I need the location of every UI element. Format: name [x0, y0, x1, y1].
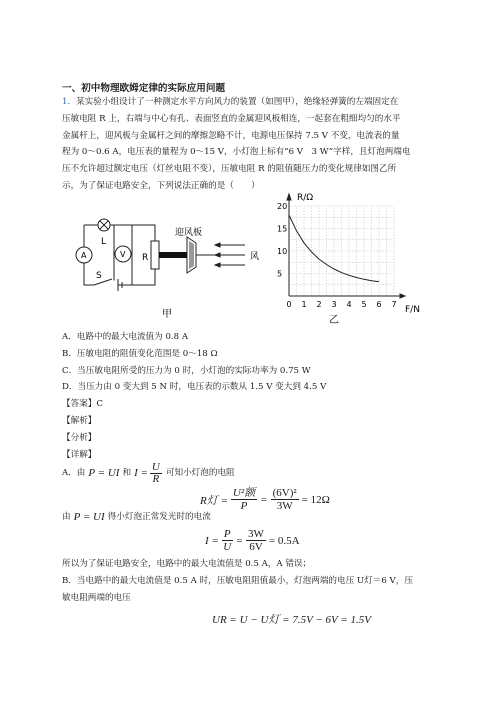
problem-statement: [62, 94, 410, 195]
wind-arrows: [215, 243, 245, 267]
resistor-label: R: [142, 253, 149, 263]
fenxi-label: 【分析】: [62, 432, 97, 443]
y-axis-label: R/Ω: [297, 193, 314, 203]
option-c: C．当压敏电阻所受的压力为 0 时，小灯泡的实际功率为 0.75 W: [62, 365, 311, 376]
board-label: 迎风板: [175, 228, 203, 238]
chart-axes: [287, 194, 405, 298]
options-list: [62, 329, 326, 463]
formula-i-eq: I =: [134, 467, 148, 480]
resistor-symbol: [151, 241, 159, 269]
sol-a-conclusion: 所以为了保证电路安全，电路中的最大电流值是 0.5 A，A 错误；: [62, 559, 312, 569]
problem-line-1: 某实验小组设计了一种测定水平方向风力的装置（如图甲），绝缘轻弹簧的左端固定在: [76, 97, 399, 107]
sol-a-intro-line: [62, 462, 235, 485]
x-tick-label: 7: [391, 300, 397, 309]
sol-a-cur-intro: 由: [62, 512, 71, 522]
sol-a-current-line: [62, 509, 211, 526]
lamp-label: L: [101, 237, 107, 247]
problem-number: 1．: [62, 97, 77, 107]
solution-conclusion: [62, 556, 413, 606]
formula-p-ui: P = UI: [88, 467, 120, 480]
figure-yi-caption: 乙: [329, 315, 339, 326]
option-d: D．当压力由 0 变大到 5 N 时，电压表的示数从 1.5 V 变大到 4.5 V: [62, 382, 327, 393]
ammeter-label: A: [81, 251, 87, 260]
problem-line-3: 金属杆上，迎风板与金属杆之间的摩擦忽略不计，电源电压保持 7.5 V 不变，电流表的量: [62, 130, 400, 141]
formula-p-ui-2: P = UI: [73, 511, 105, 523]
resistance-force-chart: [275, 192, 425, 330]
problem-line-5: 压不允许超过额定电压（灯丝电阻不变），压敏电阻 R 的阻值随压力的变化规律如图乙所: [62, 164, 397, 175]
y-tick-label: 10: [277, 247, 288, 256]
sol-b-line-1: B．当电路中的最大电流值是 0.5 A 时，压敏电阻阻值最小，灯泡两端的电压 U灯＝6 V，压: [62, 575, 413, 586]
chart-grid: [289, 206, 394, 296]
figure-jia-caption: 甲: [162, 309, 172, 320]
switch-label: S: [96, 271, 102, 281]
problem-line-4: 程为 0～0.6 A，电压表的量程为 0～15 V，小灯泡上标有“6 V 3 W”字样，且灯泡两端电: [62, 147, 411, 158]
x-axis-label: F/N: [405, 305, 420, 315]
sol-a-tail: 可知小灯泡的电阻: [165, 468, 235, 479]
x-tick-label: 1: [301, 300, 307, 309]
option-a: A．电路中的最大电流值为 0.8 A: [62, 332, 189, 342]
x-tick-label: 5: [361, 300, 367, 309]
sol-b-line-2: 敏电阻两端的电压: [62, 592, 131, 603]
x-tick-label: 3: [331, 300, 337, 309]
formula-lamp-resistance: R灯 = U²额 P = $\frac{\text{(6V)²}}{3W}$ = 12Ω: [200, 487, 330, 512]
y-tick-label: 15: [277, 224, 288, 234]
formula-resistor-voltage: UR = U − U灯 = 7.5V − 6V = 1.5V: [212, 614, 371, 626]
voltmeter-label: V: [120, 250, 126, 259]
option-b: B．压敏电阻的阻值变化范围是 0～18 Ω: [62, 348, 218, 359]
sol-a-cur-tail: 得小灯泡正常发光时的电流: [107, 512, 211, 522]
fraction-u-r: $\frac{U}{R}$: [151, 461, 160, 485]
section-title: 一、初中物理欧姆定律的实际应用问题: [62, 83, 226, 94]
problem-line-6: 示，为了保证电路安全，下列说法正确的是（ ）: [62, 180, 260, 191]
x-tick-label: 4: [346, 300, 352, 309]
x-tick-label: 2: [316, 300, 322, 309]
x-tick-label: 0: [286, 300, 292, 309]
jiexi-label: 【解析】: [62, 415, 97, 426]
sol-a-and: 和: [122, 468, 132, 479]
spring-symbol: [159, 252, 187, 258]
y-tick-label: 5: [277, 269, 283, 279]
answer: 【答案】C: [62, 399, 103, 410]
x-tick-label: 6: [376, 300, 382, 309]
problem-line-2: 压敏电阻 R 上，右端与中心有孔、表面竖直的金属迎风板相连，一起套在粗细均匀的水平: [62, 113, 401, 124]
y-tick-label: 20: [277, 202, 288, 211]
sol-a-intro: A．由: [62, 468, 86, 479]
xiangjie-label: 【详解】: [62, 449, 97, 460]
formula-lamp-current: I = $\frac{P}{U}$ = $\frac{3W}{6V}$ = 0.5A: [205, 528, 300, 553]
wind-label: 风: [250, 252, 260, 262]
